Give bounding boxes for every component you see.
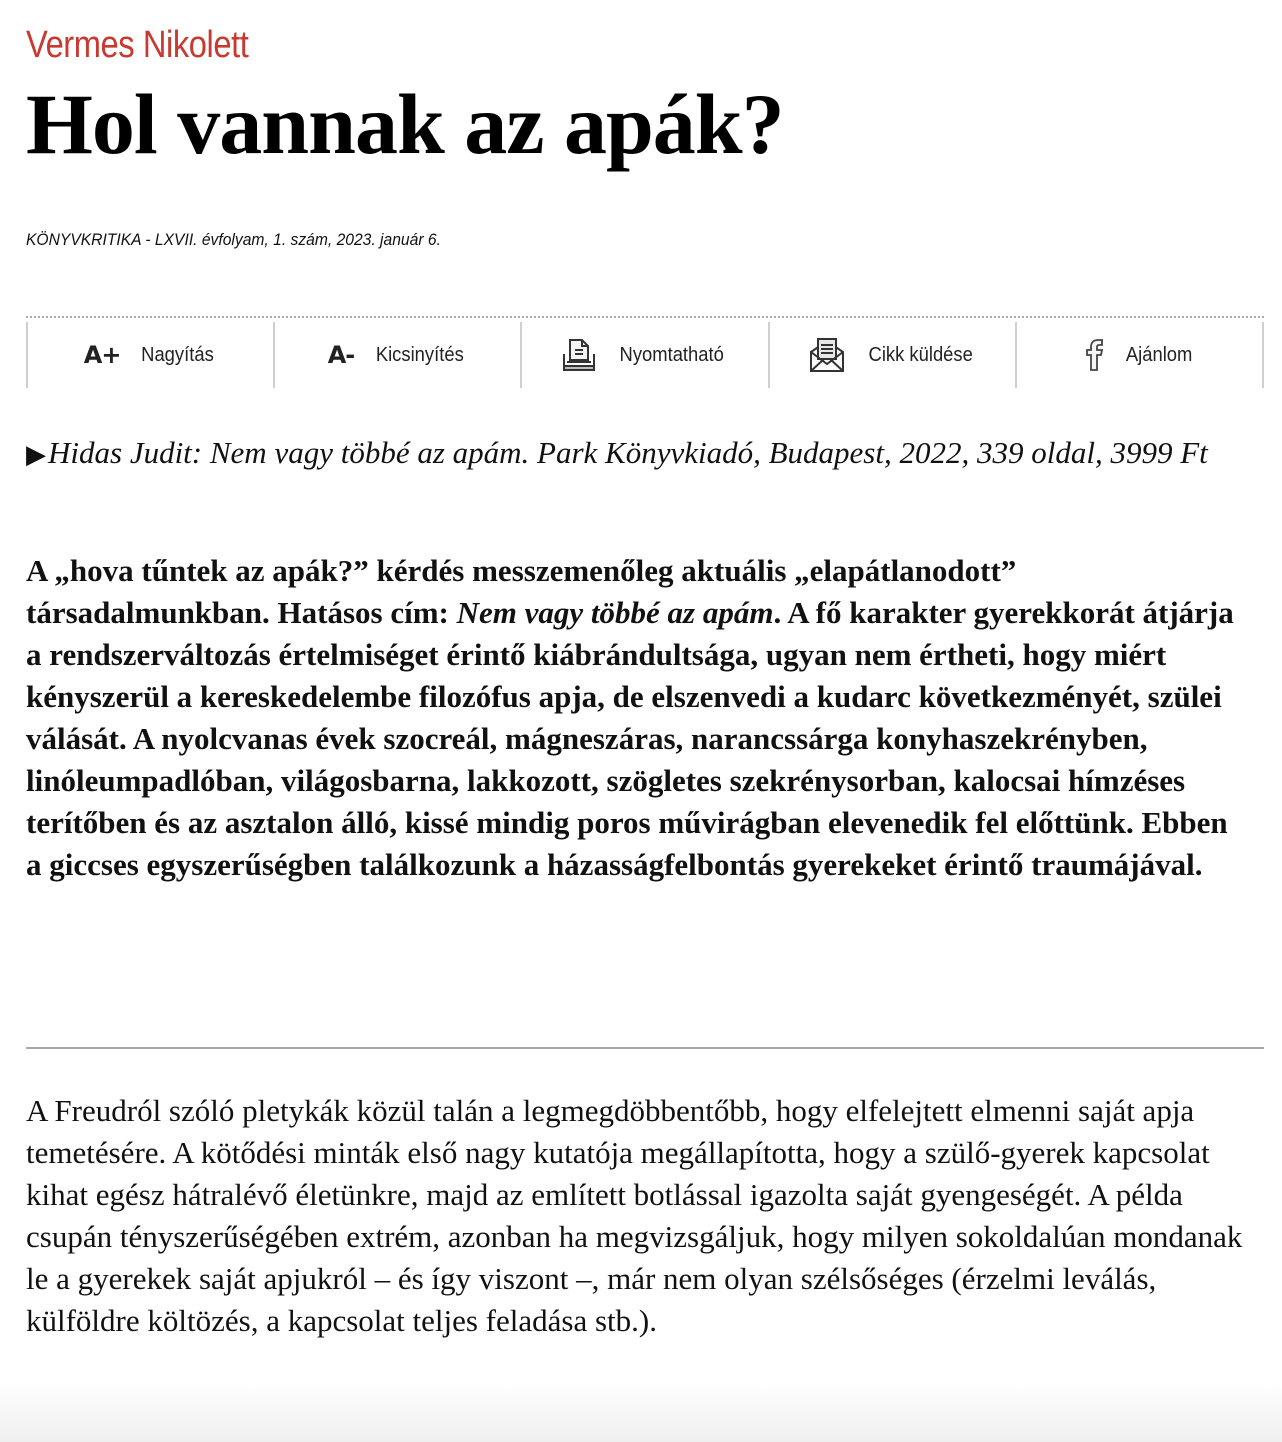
article-title: Hol vannak az apák? bbox=[26, 76, 784, 172]
font-decrease-button[interactable] bbox=[273, 322, 520, 388]
book-info-text: Hidas Judit: Nem vagy többé az apám. Park Könyvkiadó, Budapest, 2022, 339 oldal, 3999 Ft bbox=[48, 435, 1208, 470]
recommend-label: Ajánlom bbox=[1126, 343, 1193, 366]
print-label: Nyomtatható bbox=[619, 343, 725, 366]
print-icon bbox=[561, 338, 597, 372]
font-increase-icon: A+ bbox=[83, 341, 121, 369]
font-increase-label: Nagyítás bbox=[141, 343, 215, 366]
font-decrease-icon: A- bbox=[327, 341, 355, 369]
article-toolbar bbox=[26, 316, 1264, 386]
send-article-button[interactable] bbox=[768, 322, 1015, 388]
font-increase-button[interactable] bbox=[26, 322, 273, 388]
section-divider bbox=[26, 1047, 1264, 1049]
print-button[interactable] bbox=[520, 322, 767, 388]
bottom-fade-overlay bbox=[0, 1382, 1282, 1442]
send-article-label: Cikk küldése bbox=[868, 343, 973, 366]
lead-text-2: . A fő karakter gyerekkorát átjárja a rendszerváltozás értelmiséget érintő kiábrándultsága, ugyan nem értheti, hogy miért kényszerül a kereskedelembe filozófus apja, de elszenvedi a kudarc következményét, szülei válását. A nyolcvanas évek szocreál, mágneszáras, narancssárga konyhaszekrényben, linóleumpadlóban, világosbarna, lakkozott, szögletes szekrénysorban, kalocsai hímzéses terítőben és az asztalon álló, kissé mindig poros művirágban elevenedik fel előttünk. Ebben a giccses egyszerűségben találkozunk a házasságfelbontás gyerekeket érintő traumájával. bbox=[26, 595, 1234, 882]
font-decrease-label: Kicsinyítés bbox=[376, 343, 465, 366]
facebook-icon bbox=[1083, 338, 1105, 372]
article-meta: KÖNYVKRITIKA - LXVII. évfolyam, 1. szám, 2023. január 6. bbox=[26, 230, 441, 249]
article-lead bbox=[26, 550, 1246, 886]
arrow-right-icon: ▶ bbox=[26, 440, 46, 469]
lead-text-1: A „hova tűntek az apák?” kérdés messzemenőleg aktuális „elapátlanodott” társadalmunkban. Hatásos cím: bbox=[26, 553, 1017, 630]
article-paragraph: A Freudról szóló pletykák közül talán a legmegdöbbentőbb, hogy elfelejtett elmenni saját apja temetésére. A kötődési minták első nagy kutatója megállapította, hogy a szülő-gyerek kapcsolat kihat egész hátralévő életünkre, majd az említett botlással igazolta saját gyengeségét. A példa csupán tényszerűségében extrém, azonban ha megvizsgáljuk, hogy milyen sokoldalúan mondanak le a gyerekek saját apjukról – és így viszont –, már nem olyan szélsőséges (érzelmi leválás, külföldre költözés, a kapcsolat teljes feladása stb.). bbox=[26, 1093, 1243, 1338]
author-name[interactable]: Vermes Nikolett bbox=[26, 24, 249, 66]
book-info bbox=[26, 432, 1264, 476]
mail-icon bbox=[808, 336, 846, 374]
lead-book-title: Nem vagy többé az apám bbox=[456, 595, 774, 630]
recommend-button[interactable] bbox=[1015, 322, 1264, 388]
